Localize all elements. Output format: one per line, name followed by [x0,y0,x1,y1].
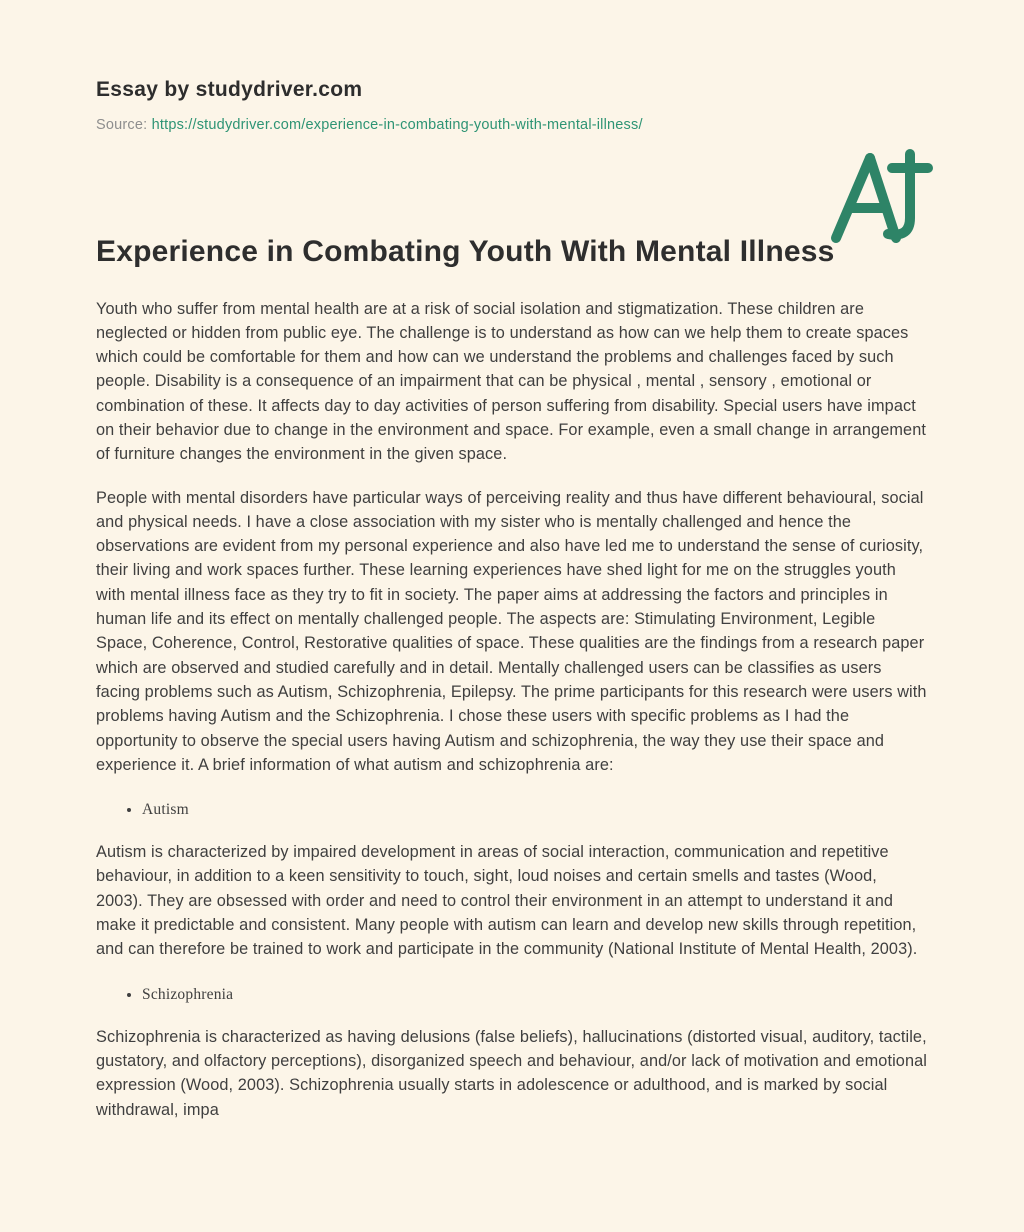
bullet-list-schizophrenia [96,984,928,1006]
essay-byline: Essay by studydriver.com [96,78,363,101]
document-body [0,78,1024,1122]
paragraph-intro: Youth who suffer from mental health are at a risk of social isolation and stigmatization. These children are neglected or hidden from public eye. The challenge is to understand as how can we help them to create spaces which could be comfortable for them and how can we understand the problems and challenges faced by such people. Disability is a consequence of an impairment that can be physical , mental , sensory , emotional or combination of these. It affects day to day activities of person suffering from disability. Special users have impact on their behavior due to change in the environment and space. For example, even a small change in arrangement of furniture changes the environment in the given space. [96,299,926,464]
paragraph-schizophrenia-definition: Schizophrenia is characterized as having delusions (false beliefs), hallucinations (distorted visual, auditory, tactile, gustatory, and olfactory perceptions), disorganized speech and behaviour, and/or lack of motivation and emotional expression (Wood, 2003). Schizophrenia usually starts in adolescence or adulthood, and is marked by social withdrawal, impa [96,1027,927,1119]
page-title: Experience in Combating Youth With Mental Illness [96,235,835,268]
paragraph-autism-definition: Autism is characterized by impaired development in areas of social interaction, communication and repetitive behaviour, in addition to a keen sensitivity to touch, sight, loud noises and certain smells and tastes (Wood, 2003). They are obsessed with order and need to control their environment in an attempt to understand it and make it predictable and consistent. Many people with autism can learn and develop new skills through repetition, and can therefore be trained to work and participate in the community (National Institute of Mental Health, 2003). [96,843,918,959]
source-url-link[interactable]: https://studydriver.com/experience-in-combating-youth-with-mental-illness/ [151,117,643,133]
bullet-list-autism [96,799,928,821]
essay-page [0,78,1024,1232]
source-label: Source: [96,117,148,133]
source-line [96,117,928,133]
bullet-item-schizophrenia: • Schizophrenia [142,984,928,1006]
paragraph-personal-experience: People with mental disorders have particular ways of perceiving reality and thus have different behavioural, social and physical needs. I have a close association with my sister who is mentally challenged and hence the observations are evident from my personal experience and also have led me to understand the sense of curiosity, their living and work spaces further. These learning experiences have shed light for me on the struggles youth with mental illness face as they try to fit in society. The paper aims at addressing the factors and principles in human life and its effect on mentally challenged people. The aspects are: Stimulating Environment, Legible Space, Coherence, Control, Restorative qualities of space. These qualities are the findings from a research paper which are observed and studied carefully and in detail. Mentally challenged users can be classifies as users facing problems such as Autism, Schizophrenia, Epilepsy. The prime participants for this research were users with problems having Autism and the Schizophrenia. I chose these users with specific problems as I had the opportunity to observe the special users having Autism and schizophrenia, the way they use their space and experience it. A brief information of what autism and schizophrenia are: [96,488,927,774]
bullet-item-autism: • Autism [142,799,928,821]
studydriver-aj-logo [826,146,936,246]
